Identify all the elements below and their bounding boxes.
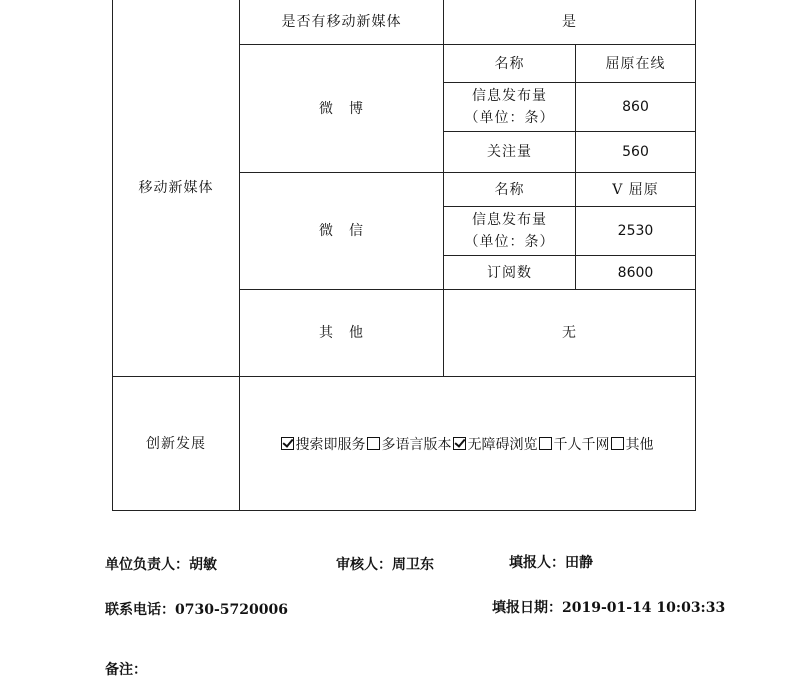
grid-line [112,510,696,511]
weibo-label: 微 博 [319,100,364,117]
weibo-name-value: 屈原在线 [605,55,666,72]
checkbox-accessibility[interactable] [453,437,466,450]
option-label: 其他 [625,436,654,453]
other-value: 无 [562,325,577,341]
option-label: 搜索即服务 [295,436,366,453]
fill-date: 填报日期：2019-01-14 10:03:33 [492,600,726,616]
wechat-label: 微 信 [319,223,364,239]
has-new-media-label: 是否有移动新媒体 [281,14,402,30]
remarks-label: 备注： [105,662,147,678]
wechat-subscribers-value: 8600 [617,264,654,281]
has-new-media-value: 是 [562,14,577,30]
option-label: 多语言版本 [381,436,452,453]
other-label: 其 他 [319,325,364,341]
option-label: 千人千网 [553,436,610,453]
weibo-posts-value: 860 [622,99,649,115]
innovation-options [240,377,695,510]
wechat-posts-label-line2: （单位：条） [464,234,555,250]
checkbox-multilingual[interactable] [367,437,380,450]
weibo-followers-value: 560 [622,144,649,160]
contact-phone: 联系电话：0730-5720006 [105,602,288,618]
wechat-subscribers-label: 订阅数 [487,264,532,281]
weibo-posts-label [444,83,575,131]
option-label: 无障碍浏览 [467,436,538,453]
wechat-posts-value: 2530 [617,223,654,239]
checkbox-search-as-service[interactable] [281,437,294,450]
unit-head: 单位负责人：胡敏 [105,557,217,573]
weibo-posts-label-line1: 信息发布量 [472,88,547,104]
wechat-name-label: 名称 [494,181,525,198]
reviewer: 审核人：周卫东 [336,557,434,573]
wechat-posts-label-line1: 信息发布量 [472,212,547,228]
section-label-new-media: 移动新媒体 [138,180,214,196]
weibo-posts-label-line2: （单位：条） [464,110,555,126]
innovation-label: 创新发展 [146,435,206,452]
wechat-name-value: V 屈原 [612,181,659,198]
weibo-name-label: 名称 [494,55,525,72]
checkbox-personalized[interactable] [539,437,552,450]
filler: 填报人：田静 [509,555,593,571]
weibo-followers-label: 关注量 [487,144,532,160]
wechat-posts-label [444,207,575,255]
checkbox-other[interactable] [611,437,624,450]
